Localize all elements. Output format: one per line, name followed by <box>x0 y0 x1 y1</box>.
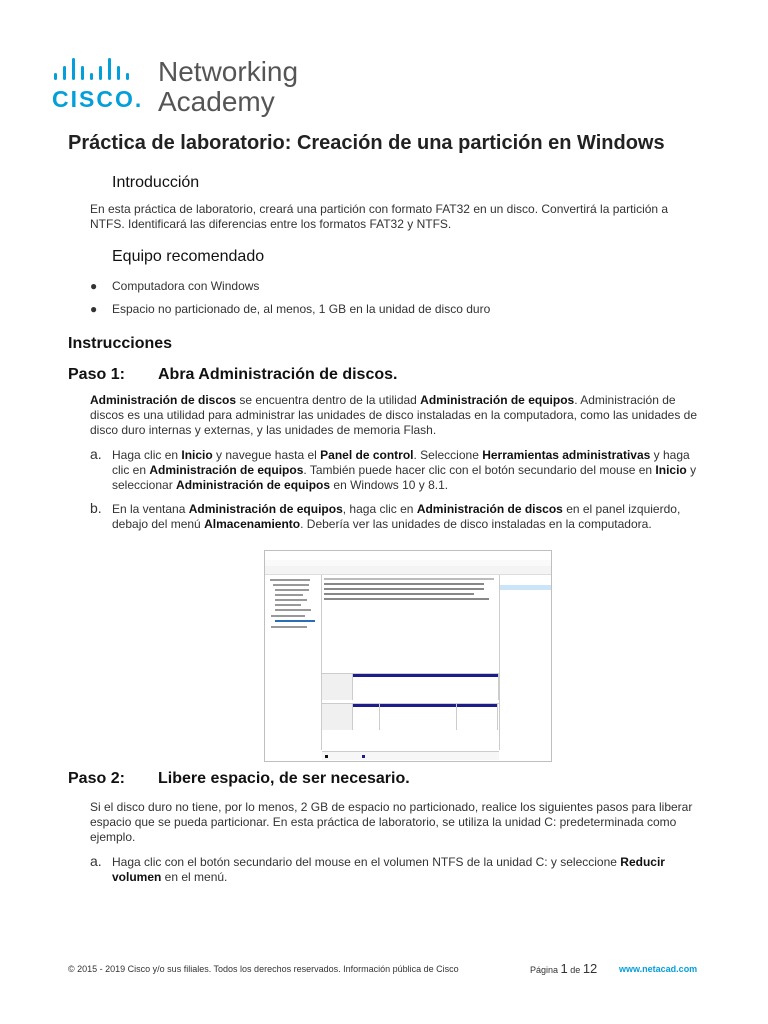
footer-copyright: © 2015 - 2019 Cisco y/o sus filiales. Todos los derechos reservados. Información pública de Cisco <box>68 964 459 974</box>
equipment-item: ● Espacio no particionado de, al menos, 1 GB en la unidad de disco duro <box>90 302 491 316</box>
bullet-icon: ● <box>90 302 98 316</box>
step1-number: Paso 1: <box>68 366 125 383</box>
screenshot-disk0 <box>322 673 499 700</box>
equipment-item: ● Computadora con Windows <box>90 279 260 293</box>
screenshot-legend <box>322 751 499 760</box>
cisco-networking-academy-logo <box>52 58 312 118</box>
document-title: Práctica de laboratorio: Creación de una partición en Windows <box>68 132 665 154</box>
step2-paragraph: Si el disco duro no tiene, por lo menos, 2 GB de espacio no particionado, realice los siguientes pasos para liberar espacio que se pueda particionar. En esta práctica de laboratorio, se utiliza la unidad C: predeterminada como ejemplo. <box>90 800 693 844</box>
bullet-icon: ● <box>90 279 98 293</box>
equipment-heading: Equipo recomendado <box>112 248 265 265</box>
step1-title: Abra Administración de discos. <box>158 366 398 383</box>
introduction-heading: Introducción <box>112 174 200 191</box>
step2-number: Paso 2: <box>68 770 125 787</box>
computer-management-screenshot <box>264 550 552 762</box>
step1-paragraph: Administración de discos se encuentra dentro de la utilidad Administración de equipos. Administración de discos es una utilidad para administrar las unidades de disco instaladas en la computadora, como las unidades de disco duro internas y externas, y las unidades de memoria Flash. <box>90 393 698 437</box>
screenshot-toolbar <box>265 566 551 575</box>
step1-a-text: Haga clic en Inicio y navegue hasta el Panel de control. Seleccione Herramientas administrativas y haga clic en Administración de equipos. También puede hacer clic con el botón secundario del mouse en Inicio y seleccionar Administración de equipos en Windows 10 y 8.1. <box>112 448 697 492</box>
step1-a-letter: a. <box>90 446 102 462</box>
logo-academy: Academy <box>158 86 275 117</box>
step2-title: Libere espacio, de ser necesario. <box>158 770 410 787</box>
logo-networking: Networking <box>158 56 299 87</box>
cisco-wordmark: CISCO. <box>52 86 144 112</box>
screenshot-actions-pane <box>499 575 552 750</box>
screenshot-tree-pane <box>265 575 322 750</box>
introduction-text: En esta práctica de laboratorio, creará una partición con formato FAT32 en un disco. Convertirá la partición a NTFS. Identificará las diferencias entre los formatos FAT32 y NTFS. <box>90 202 669 231</box>
footer-netacad-link[interactable]: www.netacad.com <box>619 964 698 974</box>
step2-a-letter: a. <box>90 853 102 869</box>
instructions-heading: Instrucciones <box>68 335 173 352</box>
step2-a-text: Haga clic con el botón secundario del mouse en el volumen NTFS de la unidad C: y seleccione Reducir volumen en el menú. <box>112 855 665 884</box>
step1-b-letter: b. <box>90 500 102 516</box>
screenshot-disk1 <box>322 703 499 730</box>
footer-page-number: Página 1 de 12 <box>530 961 598 976</box>
step1-b-text: En la ventana Administración de equipos, haga clic en Administración de discos en el panel izquierdo, debajo del menú Almacenamiento. Debería ver las unidades de disco instaladas en la computadora. <box>112 502 681 531</box>
screenshot-volume-list <box>322 575 499 663</box>
